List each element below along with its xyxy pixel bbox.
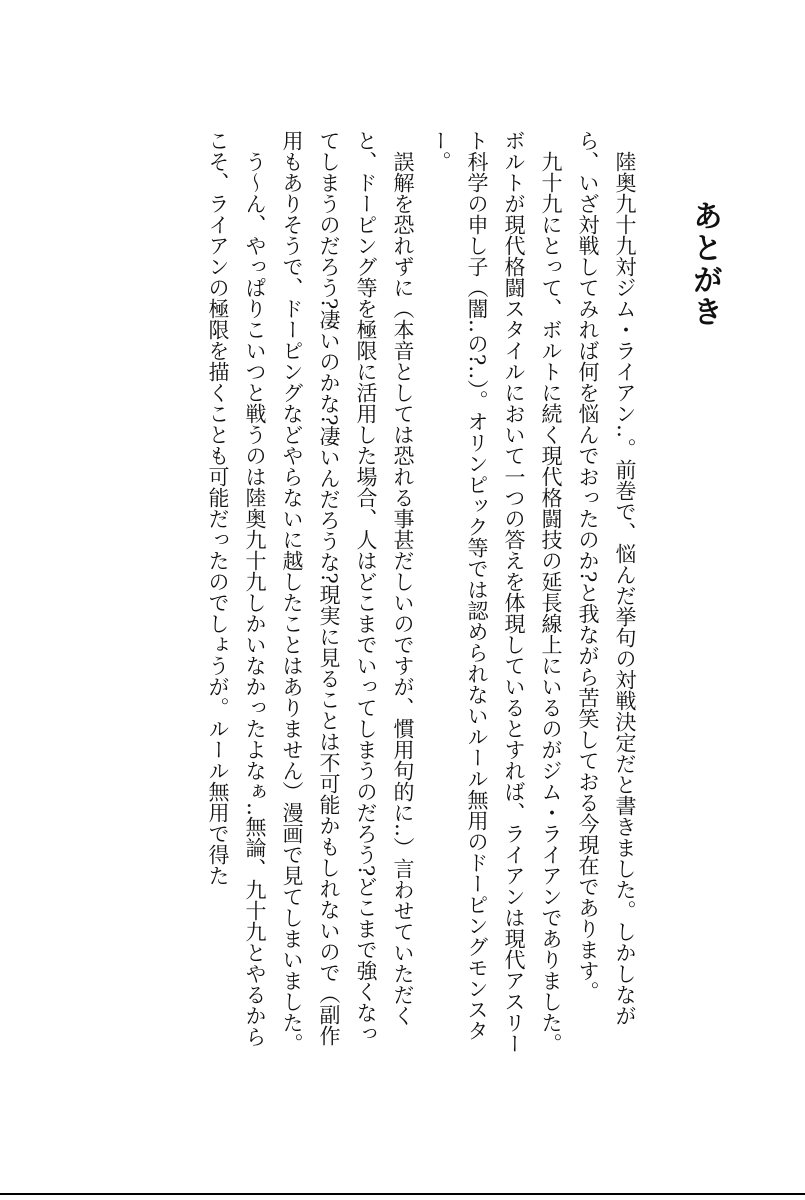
paragraph-3: 誤解を恐れずに（本音としては恐れる事甚だしいのですが、慣用句的に‥）言わせていただくと、ドーピング等を極限に活用した場合、人はどこまでいってしまうのだろう?どこまで強くなってしまうのだろう?凄いのかな?凄いんだろうな?現実に見ることは不可能かもしれないので（副作用もありそうで、ドーピングなどやらないに越したことはありません）漫画で見てしまいました。 [280, 130, 415, 1054]
bottom-rule [0, 1193, 805, 1195]
paragraph-1: 陸奥九十九対ジム・ライアン‥。前巻で、悩んだ挙句の対戦決定だと書きました。しかしながら、いざ対戦してみれば何を悩んでおったのか?と我ながら苦笑しておる今現在であります。 [576, 130, 637, 1027]
body-text [78, 130, 643, 1060]
paragraph-4: う〜ん、やっぱりこいつと戦うのは陸奥九十九しかいなかったよなぁ‥無論、九十九とやるからこそ、ライアンの極限を描くことも可能だったのでしょうが。ルール無用で得た [206, 130, 267, 1048]
page-title: あとがき [687, 200, 722, 328]
paragraph-2: 九十九にとって、ボルトに続く現代格闘技の延長線上にいるのがジム・ライアンでありました。ボルトが現代格闘スタイルにおいて一つの答えを体現しているとすれば、ライアンは現代アスリート科学の申し子（闇‥の?‥）。オリンピック等では認められないルール無用のドーピングモンスター。 [428, 130, 563, 1054]
